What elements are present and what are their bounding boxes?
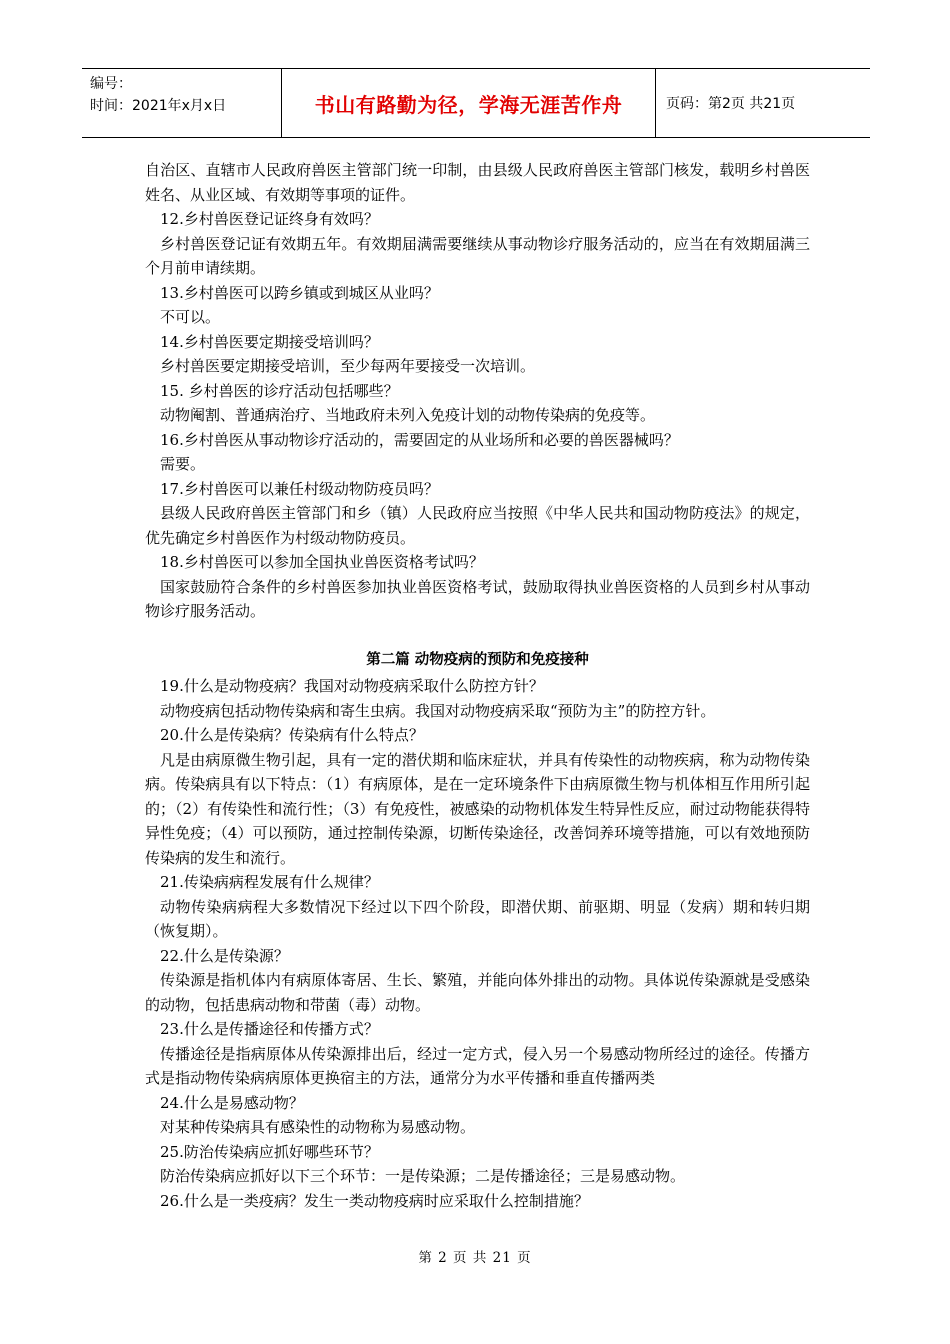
body-paragraph: 16.乡村兽医从事动物诊疗活动的，需要固定的从业场所和必要的兽医器械吗？	[160, 430, 679, 449]
body-paragraph: 12.乡村兽医登记证终身有效吗？	[160, 210, 379, 228]
body-paragraph: 对某种传染病具有感染性的动物称为易感动物。	[160, 1118, 476, 1136]
body-paragraph: 传播途径是指病原体从传染源排出后，经过一定方式，侵入另一个易感动物所经过的途径。传播方式是指动物传染病病原体更换宿主的方法，通常分为水平传播和垂直传播两类	[145, 1044, 810, 1087]
body-paragraph: 25.防治传染病应抓好哪些环节？	[160, 1142, 379, 1161]
body-paragraph: 乡村兽医要定期接受培训，至少每两年要接受一次培训。	[160, 357, 536, 375]
page-footer: 第 2 页 共 21 页	[418, 1250, 532, 1266]
body-paragraph: 需要。	[160, 455, 206, 473]
body-paragraph: 乡村兽医登记证有效期五年。有效期届满需要继续从事动物诊疗服务活动的，应当在有效期届满三个月前申请续期。	[145, 234, 810, 277]
header-motto: 书山有路勤为径，学海无涯苦作舟	[282, 69, 656, 137]
body-paragraph: 13.乡村兽医可以跨乡镇或到城区从业吗？	[160, 283, 439, 302]
document-body	[145, 158, 810, 1213]
body-paragraph: 19.什么是动物疫病？我国对动物疫病采取什么防控方针？	[160, 677, 544, 695]
body-paragraph: 自治区、直辖市人民政府兽医主管部门统一印制，由县级人民政府兽医主管部门核发，载明乡村兽医姓名、从业区域、有效期等事项的证件。	[145, 161, 810, 204]
body-paragraph: 防治传染病应抓好以下三个环节：一是传染源；二是传播途径；三是易感动物。	[160, 1167, 686, 1185]
header-meta	[82, 69, 282, 137]
body-paragraph: 20.什么是传染病？传染病有什么特点？	[160, 726, 424, 744]
body-paragraph: 14.乡村兽医要定期接受培训吗？	[160, 332, 379, 351]
body-paragraph: 21.传染病病程发展有什么规律？	[160, 873, 379, 891]
body-paragraph: 县级人民政府兽医主管部门和乡（镇）人民政府应当按照《中华人民共和国动物防疫法》的规定，优先确定乡村兽医作为村级动物防疫员。	[145, 504, 810, 547]
section-heading: 第二篇 动物疫病的预防和免疫接种	[366, 651, 589, 668]
body-paragraph: 动物疫病包括动物传染病和寄生虫病。我国对动物疫病采取“预防为主”的防控方针。	[160, 701, 716, 720]
body-paragraph: 26.什么是一类疫病？发生一类动物疫病时应采取什么控制措施？	[160, 1191, 589, 1210]
body-paragraph: 23.什么是传播途径和传播方式？	[160, 1020, 379, 1038]
body-paragraph: 国家鼓励符合条件的乡村兽医参加执业兽医资格考试，鼓励取得执业兽医资格的人员到乡村从事动物诊疗服务活动。	[145, 577, 810, 620]
body-paragraph: 18.乡村兽医可以参加全国执业兽医资格考试吗？	[160, 553, 484, 571]
body-paragraph: 17.乡村兽医可以兼任村级动物防疫员吗？	[160, 479, 439, 498]
header-page-label: 页码：第2页 共21页	[666, 96, 796, 112]
time-label: 时间：2021年x月x日	[90, 98, 227, 114]
body-paragraph: 动物传染病病程大多数情况下经过以下四个阶段，即潜伏期、前驱期、明显（发病）期和转归期（恢复期）。	[145, 897, 810, 940]
body-paragraph: 22.什么是传染源？	[160, 946, 289, 965]
body-paragraph: 24.什么是易感动物？	[160, 1093, 304, 1112]
page-header	[82, 68, 870, 138]
number-label: 编号：	[90, 76, 132, 92]
body-paragraph: 凡是由病原微生物引起，具有一定的潜伏期和临床症状，并具有传染性的动物疾病，称为动物传染病。传染病具有以下特点：（1）有病原体，是在一定环境条件下由病原微生物与机体相互作用所引起的；（2）有传染性和流行性；（3）有免疫性，被感染的动物机体发生特异性反应，耐过动物能获得特异性免疫；（4）可以预防，通过控制传染源，切断传染途径，改善饲养环境等措施，可以有效地预防传染病的发生和流行。	[145, 750, 810, 867]
body-paragraph: 动物阉割、普通病治疗、当地政府未列入免疫计划的动物传染病的免疫等。	[160, 406, 656, 424]
body-paragraph: 15. 乡村兽医的诊疗活动包括哪些？	[160, 381, 399, 400]
body-paragraph: 传染源是指机体内有病原体寄居、生长、繁殖，并能向体外排出的动物。具体说传染源就是受感染的动物，包括患病动物和带菌（毒）动物。	[145, 971, 810, 1014]
body-paragraph: 不可以。	[160, 308, 221, 326]
